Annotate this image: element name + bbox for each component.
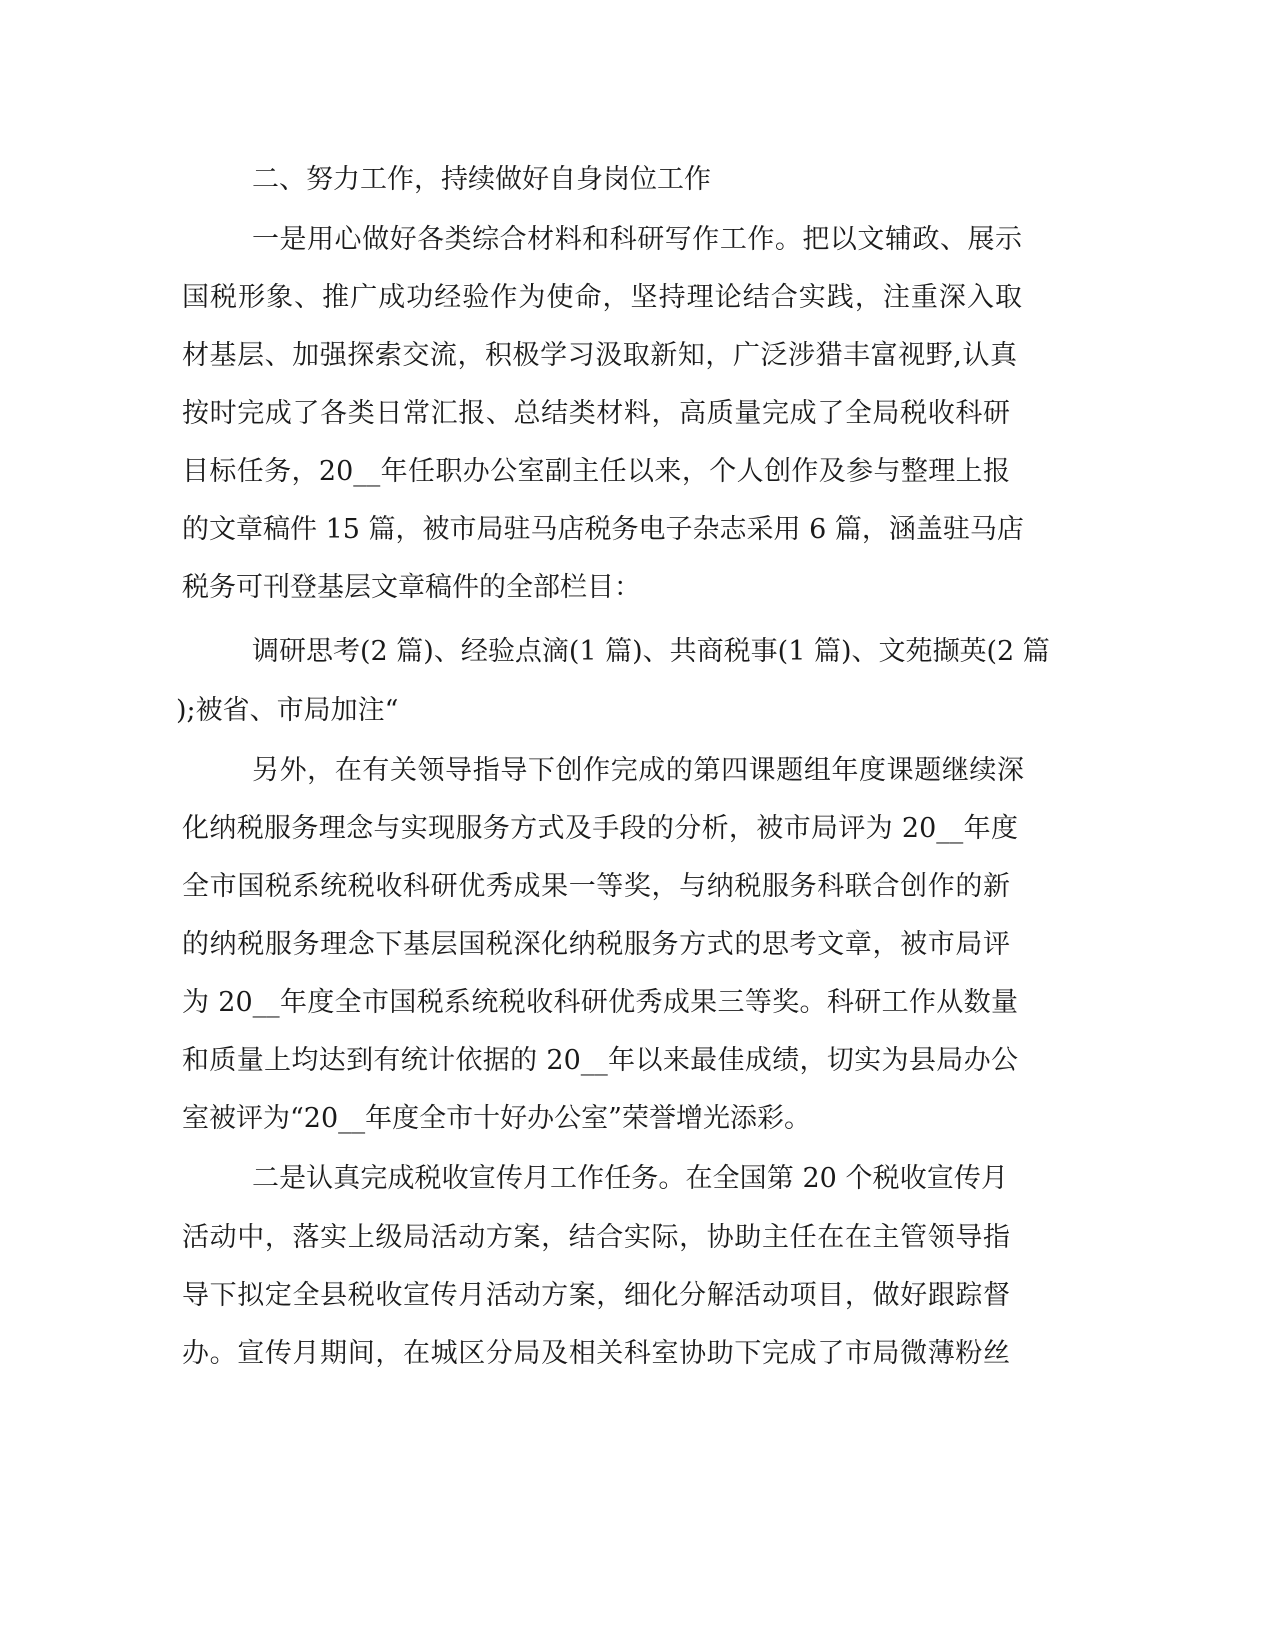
paragraph-line: 活动中，落实上级局活动方案，结合实际，协助主任在在主管领导指: [182, 1222, 1010, 1253]
section-heading: 二、努力工作，持续做好自身岗位工作: [252, 164, 711, 195]
paragraph-line: 室被评为“20__年度全市十好办公室”荣誉增光添彩。: [182, 1103, 811, 1134]
paragraph-line: 税务可刊登基层文章稿件的全部栏目：: [182, 572, 641, 603]
paragraph-line: 目标任务，20__年任职办公室副主任以来，个人创作及参与整理上报: [182, 456, 1010, 487]
paragraph-line: 按时完成了各类日常汇报、总结类材料，高质量完成了全局税收科研: [182, 398, 1010, 429]
paragraph-line: 国税形象、推广成功经验作为使命，坚持理论结合实践，注重深入取: [182, 282, 1022, 313]
paragraph-line: 另外，在有关领导指导下创作完成的第四课题组年度课题继续深: [252, 755, 1024, 786]
paragraph-line: 和质量上均达到有统计依据的 20__年以来最佳成绩，切实为县局办公: [182, 1045, 1018, 1076]
paragraph-line: 为 20__年度全市国税系统税收科研优秀成果三等奖。科研工作从数量: [182, 987, 1018, 1018]
paragraph-line: 一是用心做好各类综合材料和科研写作工作。把以文辅政、展示: [252, 224, 1022, 255]
paragraph-line: 全市国税系统税收科研优秀成果一等奖，与纳税服务科联合创作的新: [182, 871, 1010, 902]
paragraph-line: 材基层、加强探索交流，积极学习汲取新知，广泛涉猎丰富视野,认真: [182, 340, 1017, 371]
paragraph-line: 的文章稿件 15 篇，被市局驻马店税务电子杂志采用 6 篇，涵盖驻马店: [182, 514, 1024, 545]
paragraph-line: 的纳税服务理念下基层国税深化纳税服务方式的思考文章，被市局评: [182, 929, 1010, 960]
paragraph-line: );被省、市局加注“: [176, 695, 399, 726]
paragraph-line: 调研思考(2 篇)、经验点滴(1 篇)、共商税事(1 篇)、文苑撷英(2 篇: [252, 636, 1050, 667]
paragraph-line: 二是认真完成税收宣传月工作任务。在全国第 20 个税收宣传月: [252, 1163, 1008, 1194]
paragraph-line: 化纳税服务理念与实现服务方式及手段的分析，被市局评为 20__年度: [182, 813, 1018, 844]
paragraph-line: 导下拟定全县税收宣传月活动方案，细化分解活动项目，做好跟踪督: [182, 1280, 1010, 1311]
paragraph-line: 办。宣传月期间，在城区分局及相关科室协助下完成了市局微薄粉丝: [182, 1338, 1010, 1369]
